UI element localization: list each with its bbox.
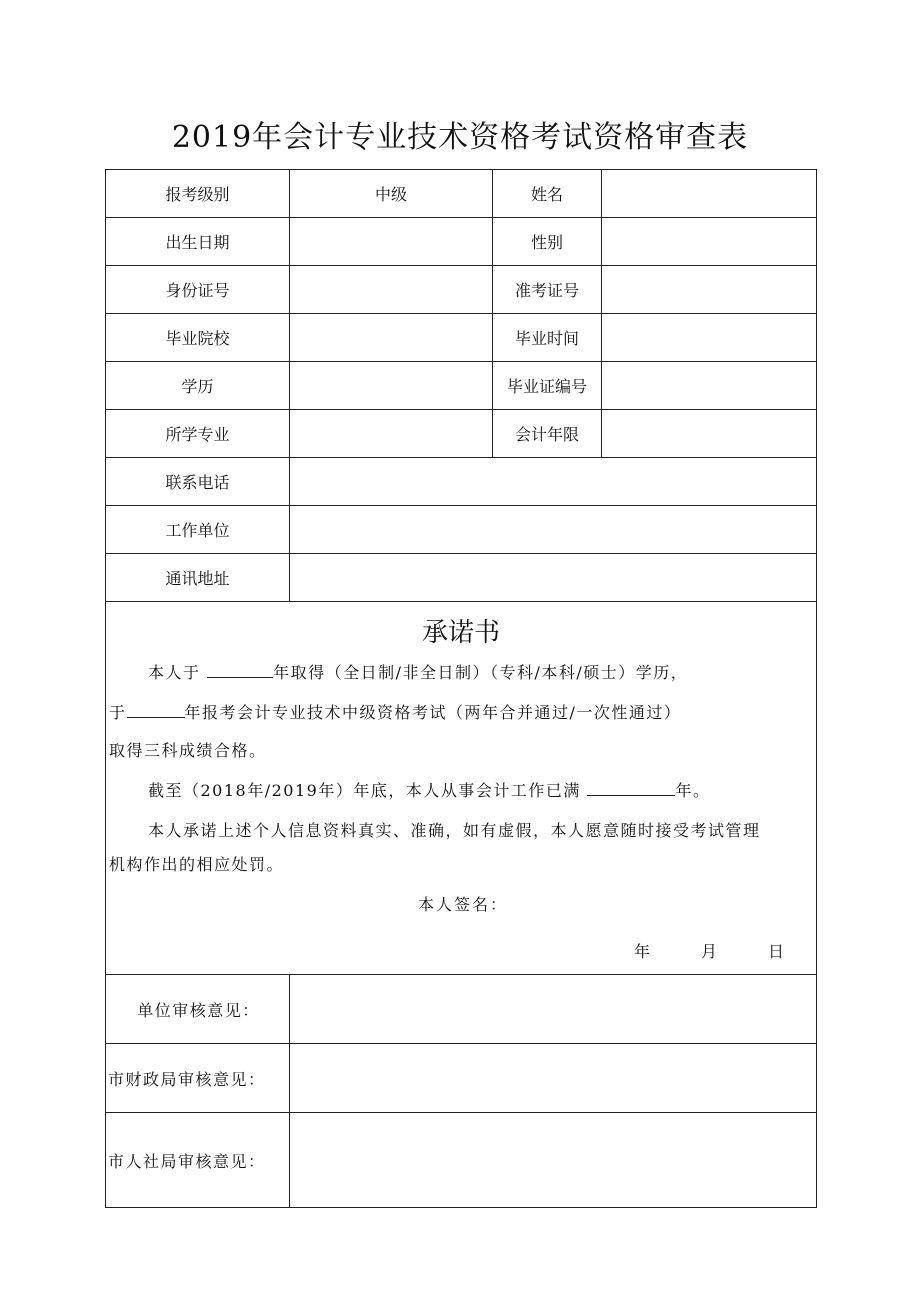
form-row-major: [106, 410, 817, 458]
education-value[interactable]: [290, 362, 493, 410]
pledge-line-6: 机构作出的相应处罚。: [109, 855, 285, 874]
pledge-text: 年取得（全日制/非全日制）（专科/本科/硕士）学历，: [273, 663, 689, 682]
work-years-blank[interactable]: [587, 781, 675, 796]
field-label: 姓名: [493, 170, 602, 218]
level-value[interactable]: 中级: [290, 170, 493, 218]
form-row-school: [106, 314, 817, 362]
form-row-birth: [106, 218, 817, 266]
id-number-value[interactable]: [290, 266, 493, 314]
name-value[interactable]: [602, 170, 817, 218]
form-row-level: [106, 170, 817, 218]
admission-number-value[interactable]: [602, 266, 817, 314]
pledge-line-4: [148, 778, 710, 801]
review-row-hr: [106, 1113, 817, 1208]
pledge-text: 截至（2018年/2019年）年底，本人从事会计工作已满: [148, 781, 581, 800]
unit-review-value[interactable]: [290, 975, 817, 1044]
field-label: 会计年限: [493, 410, 602, 458]
pledge-text: 本人于: [148, 663, 201, 682]
pledge-line-2: [109, 700, 681, 723]
field-label: 报考级别: [106, 170, 290, 218]
field-label: 学历: [106, 362, 290, 410]
pledge-text: 年报考会计专业技术中级资格考试（两年合并通过/一次性通过）: [184, 703, 682, 722]
pledge-line-1: [148, 660, 688, 683]
diploma-number-value[interactable]: [602, 362, 817, 410]
date-day: 日: [768, 942, 785, 961]
field-label: 通讯地址: [106, 554, 290, 602]
field-label: 联系电话: [106, 458, 290, 506]
accounting-years-value[interactable]: [602, 410, 817, 458]
form-row-employer: [106, 506, 817, 554]
date-month: 月: [701, 942, 718, 961]
address-value[interactable]: [290, 554, 817, 602]
year-blank[interactable]: [207, 663, 273, 678]
page-title: 2019年会计专业技术资格考试资格审查表: [171, 120, 749, 155]
field-label: 毕业时间: [493, 314, 602, 362]
field-label: 毕业院校: [106, 314, 290, 362]
gender-value[interactable]: [602, 218, 817, 266]
field-label: 工作单位: [106, 506, 290, 554]
finance-review-label: 市财政局审核意见：: [106, 1044, 290, 1113]
pledge-title: 承诺书: [421, 618, 500, 648]
date-year: 年: [634, 942, 651, 961]
major-value[interactable]: [290, 410, 493, 458]
review-row-finance: [106, 1044, 817, 1113]
unit-review-label: 单位审核意见：: [106, 975, 290, 1044]
employer-value[interactable]: [290, 506, 817, 554]
phone-value[interactable]: [290, 458, 817, 506]
field-label: 所学专业: [106, 410, 290, 458]
form-row-education: [106, 362, 817, 410]
field-label: 毕业证编号: [493, 362, 602, 410]
pledge-text: 年。: [675, 781, 711, 800]
hr-review-label: 市人社局审核意见：: [106, 1113, 290, 1208]
pledge-line-3: 取得三科成绩合格。: [109, 741, 267, 760]
school-value[interactable]: [290, 314, 493, 362]
field-label: 准考证号: [493, 266, 602, 314]
pledge-text: 于: [109, 703, 127, 722]
graduation-time-value[interactable]: [602, 314, 817, 362]
form-row-id: [106, 266, 817, 314]
pledge-line-5: 本人承诺上述个人信息资料真实、准确，如有虚假，本人愿意随时接受考试管理: [148, 821, 761, 840]
signature-label: 本人签名：: [418, 895, 509, 914]
field-label: 出生日期: [106, 218, 290, 266]
finance-review-value[interactable]: [290, 1044, 817, 1113]
exam-year-blank[interactable]: [127, 703, 185, 718]
pledge-section: [106, 602, 817, 975]
qualification-review-form: [105, 169, 817, 1208]
field-label: 身份证号: [106, 266, 290, 314]
pledge-row: [106, 602, 817, 975]
birth-date-value[interactable]: [290, 218, 493, 266]
form-row-phone: [106, 458, 817, 506]
form-row-address: [106, 554, 817, 602]
review-row-unit: [106, 975, 817, 1044]
hr-review-value[interactable]: [290, 1113, 817, 1208]
field-label: 性别: [493, 218, 602, 266]
